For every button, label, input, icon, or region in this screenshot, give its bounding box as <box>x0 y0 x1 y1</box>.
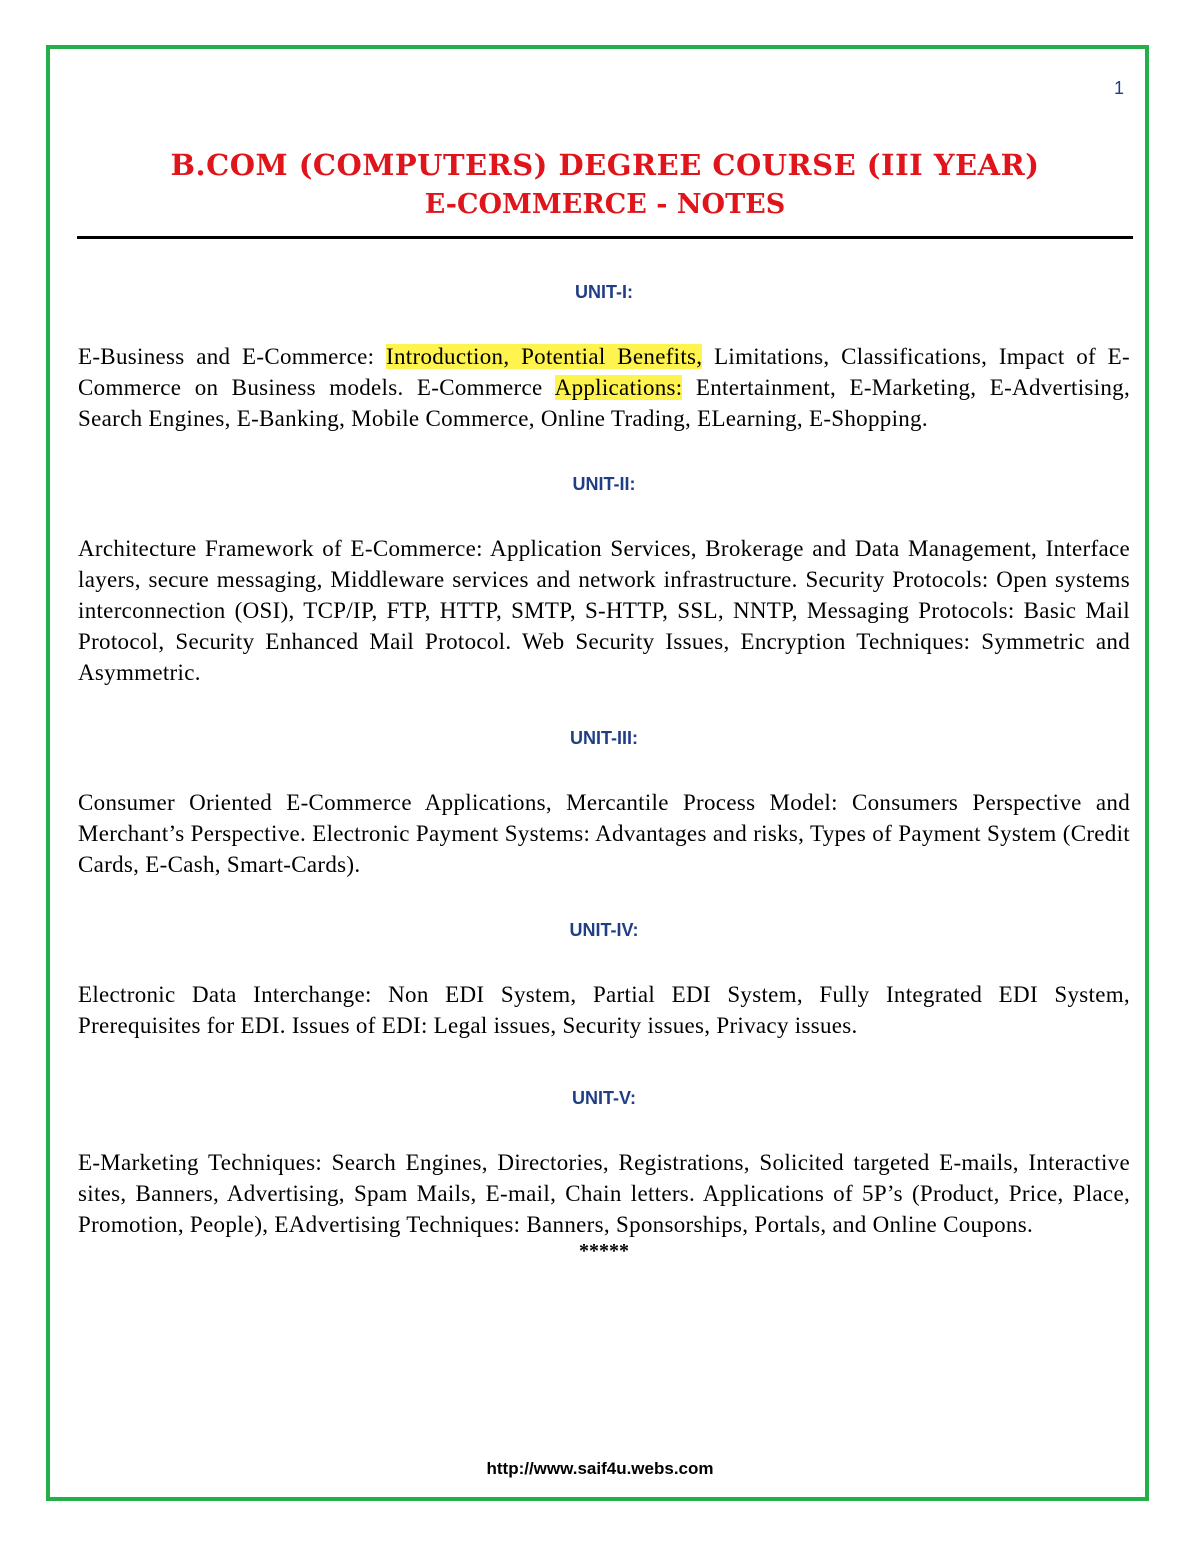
unit-3-body: Consumer Oriented E-Commerce Applications, Mercantile Process Model: Consumers Perspective and Merchant’s Perspective. Electronic Payment Systems: Advantages and risks, Types of Payment System (Credit Cards, E-Cash, Smart-Cards). <box>78 790 1130 877</box>
footer-url[interactable]: http://www.saif4u.webs.com <box>486 1459 714 1478</box>
end-marker: ***** <box>579 1240 629 1262</box>
unit-1-text-b: Limitations, Classifications, Impact of E-Commerce on Business models. E-Commerce <box>78 344 1130 400</box>
unit-1-text-c: Entertainment, E-Marketing, E-Advertising, Search Engines, E-Banking, Mobile Commerce, Online Trading, ELearning, E-Shopping. <box>78 375 1130 431</box>
unit-1-highlight-a: Introduction, Potential Benefits, <box>386 344 703 369</box>
unit-3-heading: UNIT-III: <box>570 728 638 748</box>
title-block <box>77 145 1133 225</box>
unit-4-section <box>78 918 1130 1041</box>
unit-2-heading: UNIT-II: <box>572 474 636 494</box>
page-number: 1 <box>1113 78 1124 98</box>
unit-1-heading: UNIT-I: <box>575 282 633 302</box>
unit-5-body: E-Marketing Techniques: Search Engines, Directories, Registrations, Solicited targeted E-mails, Interactive sites, Banners, Advertising, Spam Mails, E-mail, Chain letters. Applications of 5P’s (Product, Price, Place, Promotion, People), EAdvertising Techniques: Banners, Sponsorships, Portals, and Online Coupons. <box>78 1150 1130 1237</box>
unit-4-heading: UNIT-IV: <box>569 920 639 940</box>
unit-1-text-a: E-Business and E-Commerce: <box>78 344 387 369</box>
unit-2-body: Architecture Framework of E-Commerce: Application Services, Brokerage and Data Management, Interface layers, secure messaging, Middleware services and network infrastructure. Security Protocols: Open systems interconnection (OSI), TCP/IP, FTP, HTTP, SMTP, S-HTTP, SSL, NNTP, Messaging Protocols: Basic Mail Protocol, Security Enhanced Mail Protocol. Web Security Issues, Encryption Techniques: Symmetric and Asymmetric. <box>78 536 1130 685</box>
document-title: B.COM (COMPUTERS) DEGREE COURSE (III YEAR) <box>170 148 1040 182</box>
syllabus-content <box>78 280 1130 1262</box>
unit-1-highlight-b: Applications: <box>554 375 683 400</box>
unit-1-body <box>78 341 1130 434</box>
unit-1-section <box>78 280 1130 434</box>
unit-4-body: Electronic Data Interchange: Non EDI System, Partial EDI System, Fully Integrated EDI System, Prerequisites for EDI. Issues of EDI: Legal issues, Security issues, Privacy issues. <box>78 982 1130 1038</box>
title-divider <box>77 236 1133 239</box>
unit-2-section <box>78 472 1130 688</box>
unit-5-heading: UNIT-V: <box>571 1088 636 1108</box>
unit-3-section <box>78 726 1130 880</box>
document-subtitle: E-COMMERCE - NOTES <box>424 189 786 220</box>
unit-5-section <box>78 1086 1130 1240</box>
